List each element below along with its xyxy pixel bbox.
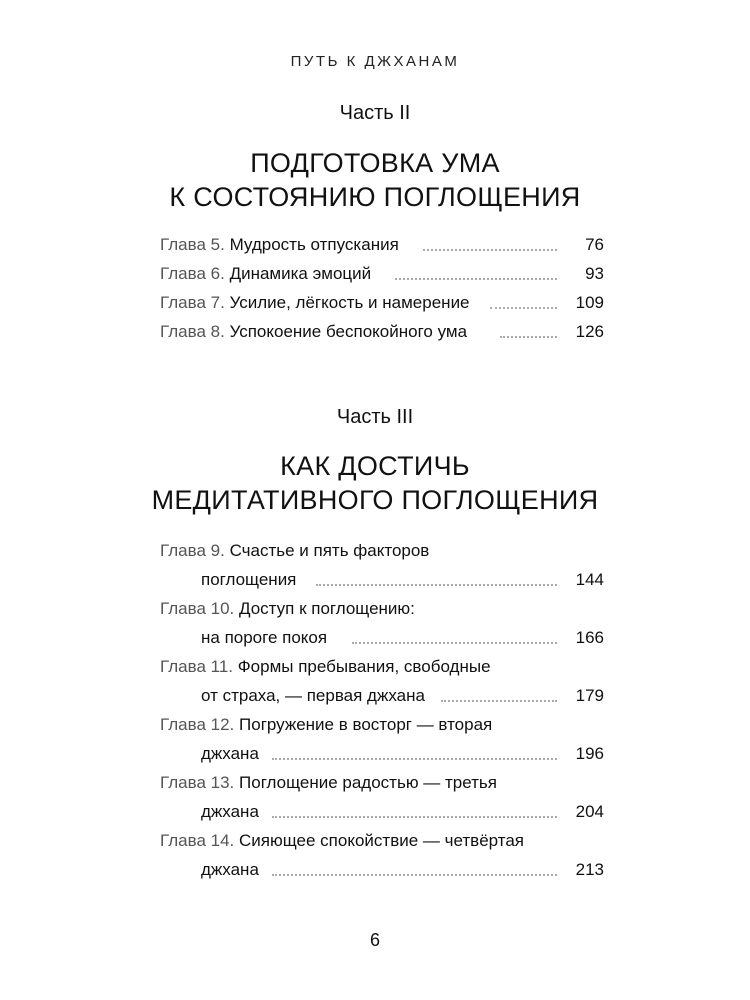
chapter-page: 179	[575, 686, 604, 705]
chapter-page: 144	[575, 570, 604, 589]
chapter-title: Усилие, лёгкость и намерение	[229, 293, 470, 312]
toc-entry-line	[160, 710, 492, 739]
toc-entry[interactable]	[0, 594, 750, 652]
leader-dots	[272, 758, 557, 760]
toc-entry-line	[160, 259, 371, 288]
chapter-page: 93	[585, 264, 604, 283]
chapter-title: Счастье и пять факторов	[229, 541, 430, 560]
toc-part-3	[0, 536, 750, 884]
chapter-prefix: Глава 8.	[160, 322, 225, 341]
part-label: Часть II	[339, 102, 411, 124]
chapter-page: 213	[575, 860, 604, 879]
toc-entry[interactable]	[0, 710, 750, 768]
chapter-prefix: Глава 11.	[160, 657, 234, 676]
chapter-prefix: Глава 6.	[160, 264, 225, 283]
toc-entry-line	[160, 652, 491, 681]
part-title	[0, 449, 750, 517]
toc-entry-line	[160, 768, 497, 797]
toc-entry[interactable]	[0, 826, 750, 884]
toc-entry-line	[160, 317, 467, 346]
part-title-line: КАК ДОСТИЧЬ	[280, 451, 470, 481]
chapter-prefix: Глава 7.	[160, 293, 225, 312]
chapter-title-continued: джхана	[201, 860, 259, 879]
toc-entry-line	[160, 288, 470, 317]
leader-dots	[316, 584, 557, 586]
chapter-title-continued: от страха, — первая джхана	[201, 686, 425, 705]
chapter-prefix: Глава 14.	[160, 831, 235, 850]
part-title-line: МЕДИТАТИВНОГО ПОГЛОЩЕНИЯ	[151, 485, 599, 515]
toc-entry[interactable]	[0, 652, 750, 710]
part-title	[0, 146, 750, 214]
leader-dots	[500, 336, 557, 338]
running-head: ПУТЬ К ДЖХАНАМ	[290, 53, 460, 70]
chapter-page: 126	[575, 322, 604, 341]
part-title-line: К СОСТОЯНИЮ ПОГЛОЩЕНИЯ	[169, 182, 581, 212]
chapter-prefix: Глава 10.	[160, 599, 235, 618]
chapter-title-continued: на пороге покоя	[201, 628, 328, 647]
chapter-page: 166	[575, 628, 604, 647]
chapter-title: Поглощение радостью — третья	[239, 773, 497, 792]
part-title-line: ПОДГОТОВКА УМА	[250, 148, 500, 178]
chapter-page: 196	[575, 744, 604, 763]
chapter-prefix: Глава 13.	[160, 773, 235, 792]
page-number: 6	[369, 930, 380, 950]
chapter-title: Сияющее спокойствие — четвёртая	[239, 831, 524, 850]
toc-entry[interactable]	[0, 768, 750, 826]
chapter-title-continued: поглощения	[201, 570, 297, 589]
toc-entry[interactable]	[0, 259, 750, 288]
toc-entry[interactable]	[0, 317, 750, 346]
chapter-page: 109	[575, 293, 604, 312]
chapter-title-continued: джхана	[201, 802, 259, 821]
toc-entry-line	[160, 826, 524, 855]
chapter-title: Формы пребывания, свободные	[237, 657, 491, 676]
toc-entry[interactable]	[0, 230, 750, 259]
chapter-prefix: Глава 9.	[160, 541, 225, 560]
chapter-title: Погружение в восторг — вторая	[239, 715, 493, 734]
chapter-title-continued: джхана	[201, 744, 259, 763]
leader-dots	[272, 874, 557, 876]
toc-part-2	[0, 230, 750, 346]
chapter-title: Динамика эмоций	[229, 264, 372, 283]
leader-dots	[352, 642, 557, 644]
leader-dots	[272, 816, 557, 818]
chapter-prefix: Глава 12.	[160, 715, 235, 734]
chapter-title: Успокоение беспокойного ума	[229, 322, 468, 341]
leader-dots	[423, 249, 557, 251]
chapter-page: 204	[575, 802, 604, 821]
toc-entry-line	[160, 230, 399, 259]
toc-entry[interactable]	[0, 288, 750, 317]
chapter-prefix: Глава 5.	[160, 235, 225, 254]
leader-dots	[490, 307, 557, 309]
chapter-title: Мудрость отпускания	[229, 235, 399, 254]
leader-dots	[395, 278, 557, 280]
toc-entry-line	[160, 594, 415, 623]
toc-entry[interactable]	[0, 536, 750, 594]
chapter-title: Доступ к поглощению:	[239, 599, 415, 618]
part-label: Часть III	[336, 406, 414, 428]
chapter-page: 76	[585, 235, 604, 254]
toc-entry-line	[160, 536, 429, 565]
leader-dots	[441, 700, 557, 702]
